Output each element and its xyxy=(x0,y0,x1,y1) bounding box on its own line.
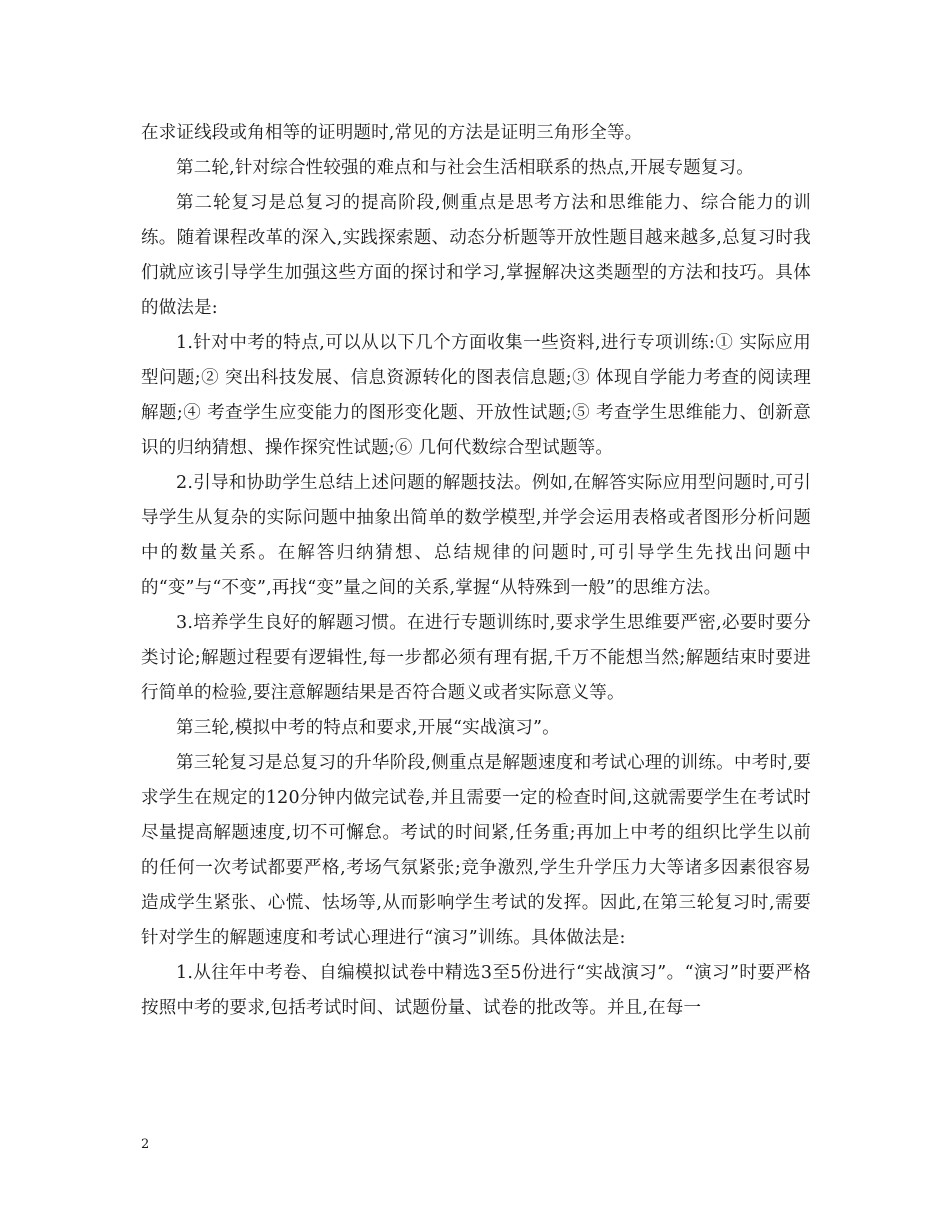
paragraph-item-1: 1.针对中考的特点,可以从以下几个方面收集一些资料,进行专项训练:① 实际应用型问题;② 突出科技发展、信息资源转化的图表信息题;③ 体现自学能力考查的阅读理解题;④ 考查学生应变能力的图形变化题、开放性试题;⑤ 考查学生思维能力、创新意识的归纳猜想、操作探究性试题;⑥ 几何代数综合型试题等。 xyxy=(141,333,811,458)
paragraph-item-3: 3.培养学生良好的解题习惯。在进行专题训练时,要求学生思维要严密,必要时要分类讨论;解题过程要有逻辑性,每一步都必须有理有据,千万不能想当然;解题结束时要进行简单的检验,要注意解题结果是否符合题义或者实际意义等。 xyxy=(141,613,811,703)
page-number: 2 xyxy=(141,1137,150,1152)
body-text xyxy=(141,116,811,1026)
paragraph-item-2: 2.引导和协助学生总结上述问题的解题技法。例如,在解答实际应用型问题时,可引导学生从复杂的实际问题中抽象出简单的数学模型,并学会运用表格或者图形分析问题中的数量关系。在解答归纳猜想、总结规律的问题时,可引导学生先找出问题中的“变”与“不变”,再找“变”量之间的关系,掌握“从特殊到一般”的思维方法。 xyxy=(141,473,811,598)
paragraph-round-three-description: 第三轮复习是总复习的升华阶段,侧重点是解题速度和考试心理的训练。中考时,要求学生在规定的120分钟内做完试卷,并且需要一定的检查时间,这就需要学生在考试时尽量提高解题速度,切不可懈怠。考试的时间紧,任务重;再加上中考的组织比学生以前的任何一次考试都要严格,考场气氛紧张;竞争激烈,学生升学压力大等诸多因素很容易造成学生紧张、心慌、怯场等,从而影响学生考试的发挥。因此,在第三轮复习时,需要针对学生的解题速度和考试心理进行“演习”训练。具体做法是: xyxy=(141,753,811,948)
paragraph-round-two-heading: 第二轮,针对综合性较强的难点和与社会生活相联系的热点,开展专题复习。 xyxy=(176,158,754,178)
paragraph-round-three-heading: 第三轮,模拟中考的特点和要求,开展“实战演习”。 xyxy=(176,718,560,738)
paragraph-round-three-item-1: 1.从往年中考卷、自编模拟试卷中精选3至5份进行“实战演习”。“演习”时要严格按照中考的要求,包括考试时间、试题份量、试卷的批改等。并且,在每一 xyxy=(141,963,811,1018)
paragraph-continuation: 在求证线段或角相等的证明题时,常见的方法是证明三角形全等。 xyxy=(141,123,643,143)
paragraph-round-two-description: 第二轮复习是总复习的提高阶段,侧重点是思考方法和思维能力、综合能力的训练。随着课程改革的深入,实践探索题、动态分析题等开放性题目越来越多,总复习时我们就应该引导学生加强这些方面的探讨和学习,掌握解决这类题型的方法和技巧。具体的做法是: xyxy=(141,193,811,318)
